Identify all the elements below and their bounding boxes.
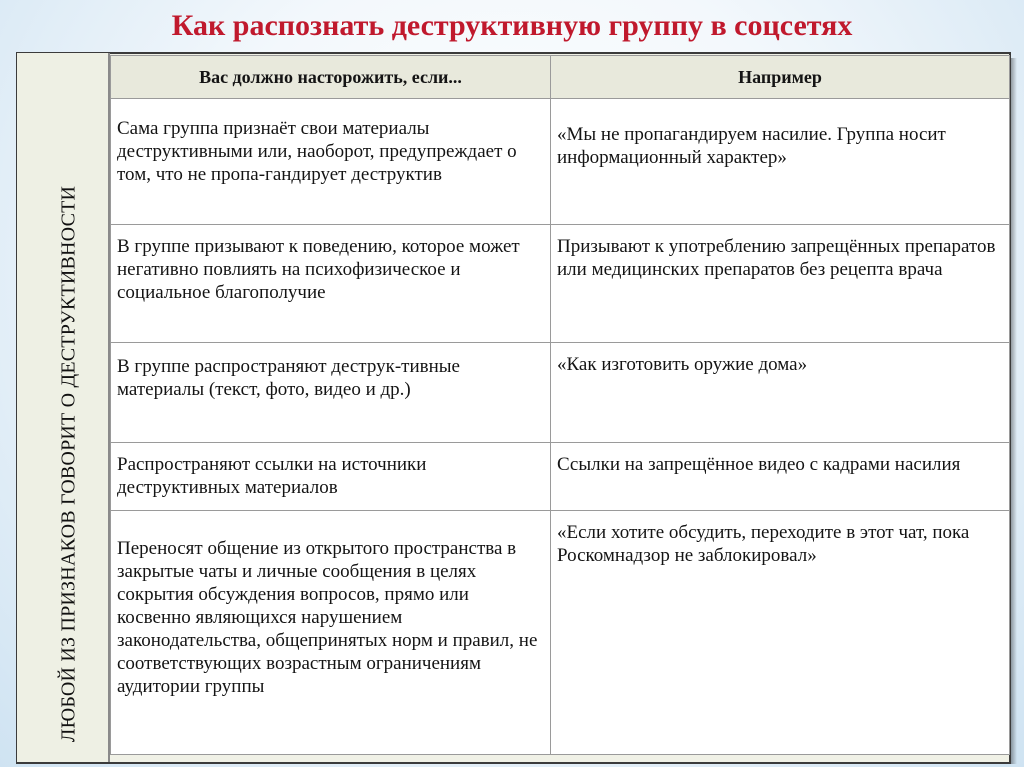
example-cell: «Если хотите обсудить, переходите в этот чат, пока Роскомнадзор не заблокировал» [551, 511, 1010, 755]
warning-signs-table [110, 55, 1010, 755]
example-cell: Ссылки на запрещённое видео с кадрами насилия [551, 443, 1010, 511]
sign-cell: Сама группа признаёт свои материалы деструктивными или, наоборот, предупреждает о том, что не пропа-гандирует деструктив [111, 99, 551, 225]
table-row [111, 443, 1010, 511]
header-examples: Например [551, 56, 1010, 99]
table-row [111, 511, 1010, 755]
sign-cell: Переносят общение из открытого пространства в закрытые чаты и личные сообщения в целях сокрытия обсуждения вопросов, прямо или косвенно являющихся нарушением законодательства, общепринятых норм и правил, не соответствующих возрастным ограничениям аудитории группы [111, 511, 551, 755]
table-header-row [111, 56, 1010, 99]
sign-cell: Распространяют ссылки на источники деструктивных материалов [111, 443, 551, 511]
page-title: Как распознать деструктивную группу в соцсетях [171, 9, 853, 42]
side-label-column [17, 53, 110, 762]
header-signs: Вас должно насторожить, если... [111, 56, 551, 99]
table-row [111, 343, 1010, 443]
table-row [111, 99, 1010, 225]
example-cell: Призывают к употреблению запрещённых препаратов или медицинских препаратов без рецепта врача [551, 225, 1010, 343]
sign-cell: В группе распространяют деструк-тивные материалы (текст, фото, видео и др.) [111, 343, 551, 443]
sign-cell: В группе призывают к поведению, которое может негативно повлиять на психофизическое и социальное благополучие [111, 225, 551, 343]
table-row [111, 225, 1010, 343]
example-cell: «Как изготовить оружие дома» [551, 343, 1010, 443]
frame-shadow [1011, 58, 1017, 764]
example-cell: «Мы не пропагандируем насилие. Группа носит информационный характер» [551, 99, 1010, 225]
side-label: ЛЮБОЙ ИЗ ПРИЗНАКОВ ГОВОРИТ О ДЕСТРУКТИВНОСТИ [57, 185, 80, 743]
